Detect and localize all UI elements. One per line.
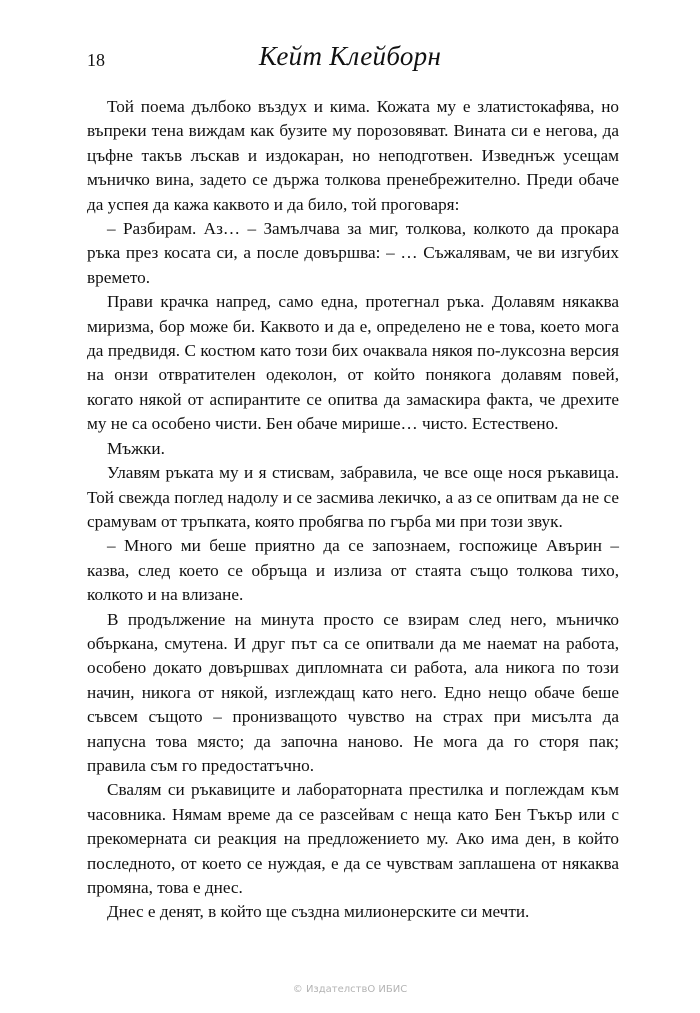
paragraph: Улавям ръката му и я стисвам, забравила, че все още нося ръкавица. Той свежда поглед надолу и се засмива лекичко, а аз се опитвам да не се срамувам от тръпката, която пробягва по гърба ми при този звук.	[87, 463, 619, 531]
paragraph: Свалям си ръкавиците и лабораторната престилка и поглеждам към часовника. Нямам време да се разсейвам с неща като Бен Тъкър или с прекомерната си реакция на предложението му. Ако има ден, в който последното, от което се нуждая, е да се чувствам заплашена от някаква промяна, това е днес.	[87, 780, 619, 897]
paragraph: Мъжки.	[107, 438, 165, 458]
paragraph: Днес е денят, в който ще създна милионерските си мечти.	[107, 902, 530, 922]
paragraph: – Разбирам. Аз… – Замълчава за миг, толкова, колкото да прокара ръка през косата си, а после довършва: – … Съжалявам, че ви изгубих времето.	[87, 219, 619, 287]
page-number: 18	[87, 50, 105, 70]
page-header	[87, 36, 613, 82]
running-title-author: Кейт Клейборн	[258, 41, 442, 71]
paragraph: Прави крачка напред, само една, протегнал ръка. Долавям някаква миризма, бор може би. Каквото и да е, определено не е това, което мога да предвидя. С костюм като този бих очаквала някоя по-луксозна версия на онзи отвратителен одеколон, от който понякога долавям повей, когато някой от аспирантите се опитва да замаскира факта, че дрехите му не са особено чисти. Бен обаче мирише… чисто. Естествено.	[87, 292, 619, 434]
publisher-copyright: © ИздателствО ИБИС	[292, 984, 408, 995]
paragraph: – Много ми беше приятно да се запознаем, госпожице Авърин – казва, след което се обръща и излиза от стаята също толкова тихо, колкото и на влизане.	[87, 536, 619, 605]
paragraph: Той поема дълбоко въздух и кима. Кожата му е златистокафява, но въпреки тена виждам как бузите му порозовяват. Вината си е негова, да цъфне такъв лъскав и издокаран, но неподготвен. Изведнъж усещам мъничко вина, задето се държа толкова пренебрежително. Преди обаче да успея да кажа каквото и да било, той проговаря:	[87, 97, 619, 214]
paragraph: В продължение на минута просто се взирам след него, мъничко объркана, смутена. И друг път са се опитвали да ме наемат на работа, особено докато довършвах дипломната си работа, ала никога по този начин, никога от някой, изглеждащ като него. Едно нещо обаче беше съвсем същото – пронизващото чувство на страх при мисълта да напусна това място; да започна наново. Не мога да го сторя пак; правила съм го предостатъчно.	[87, 609, 619, 775]
body-text	[87, 95, 619, 925]
